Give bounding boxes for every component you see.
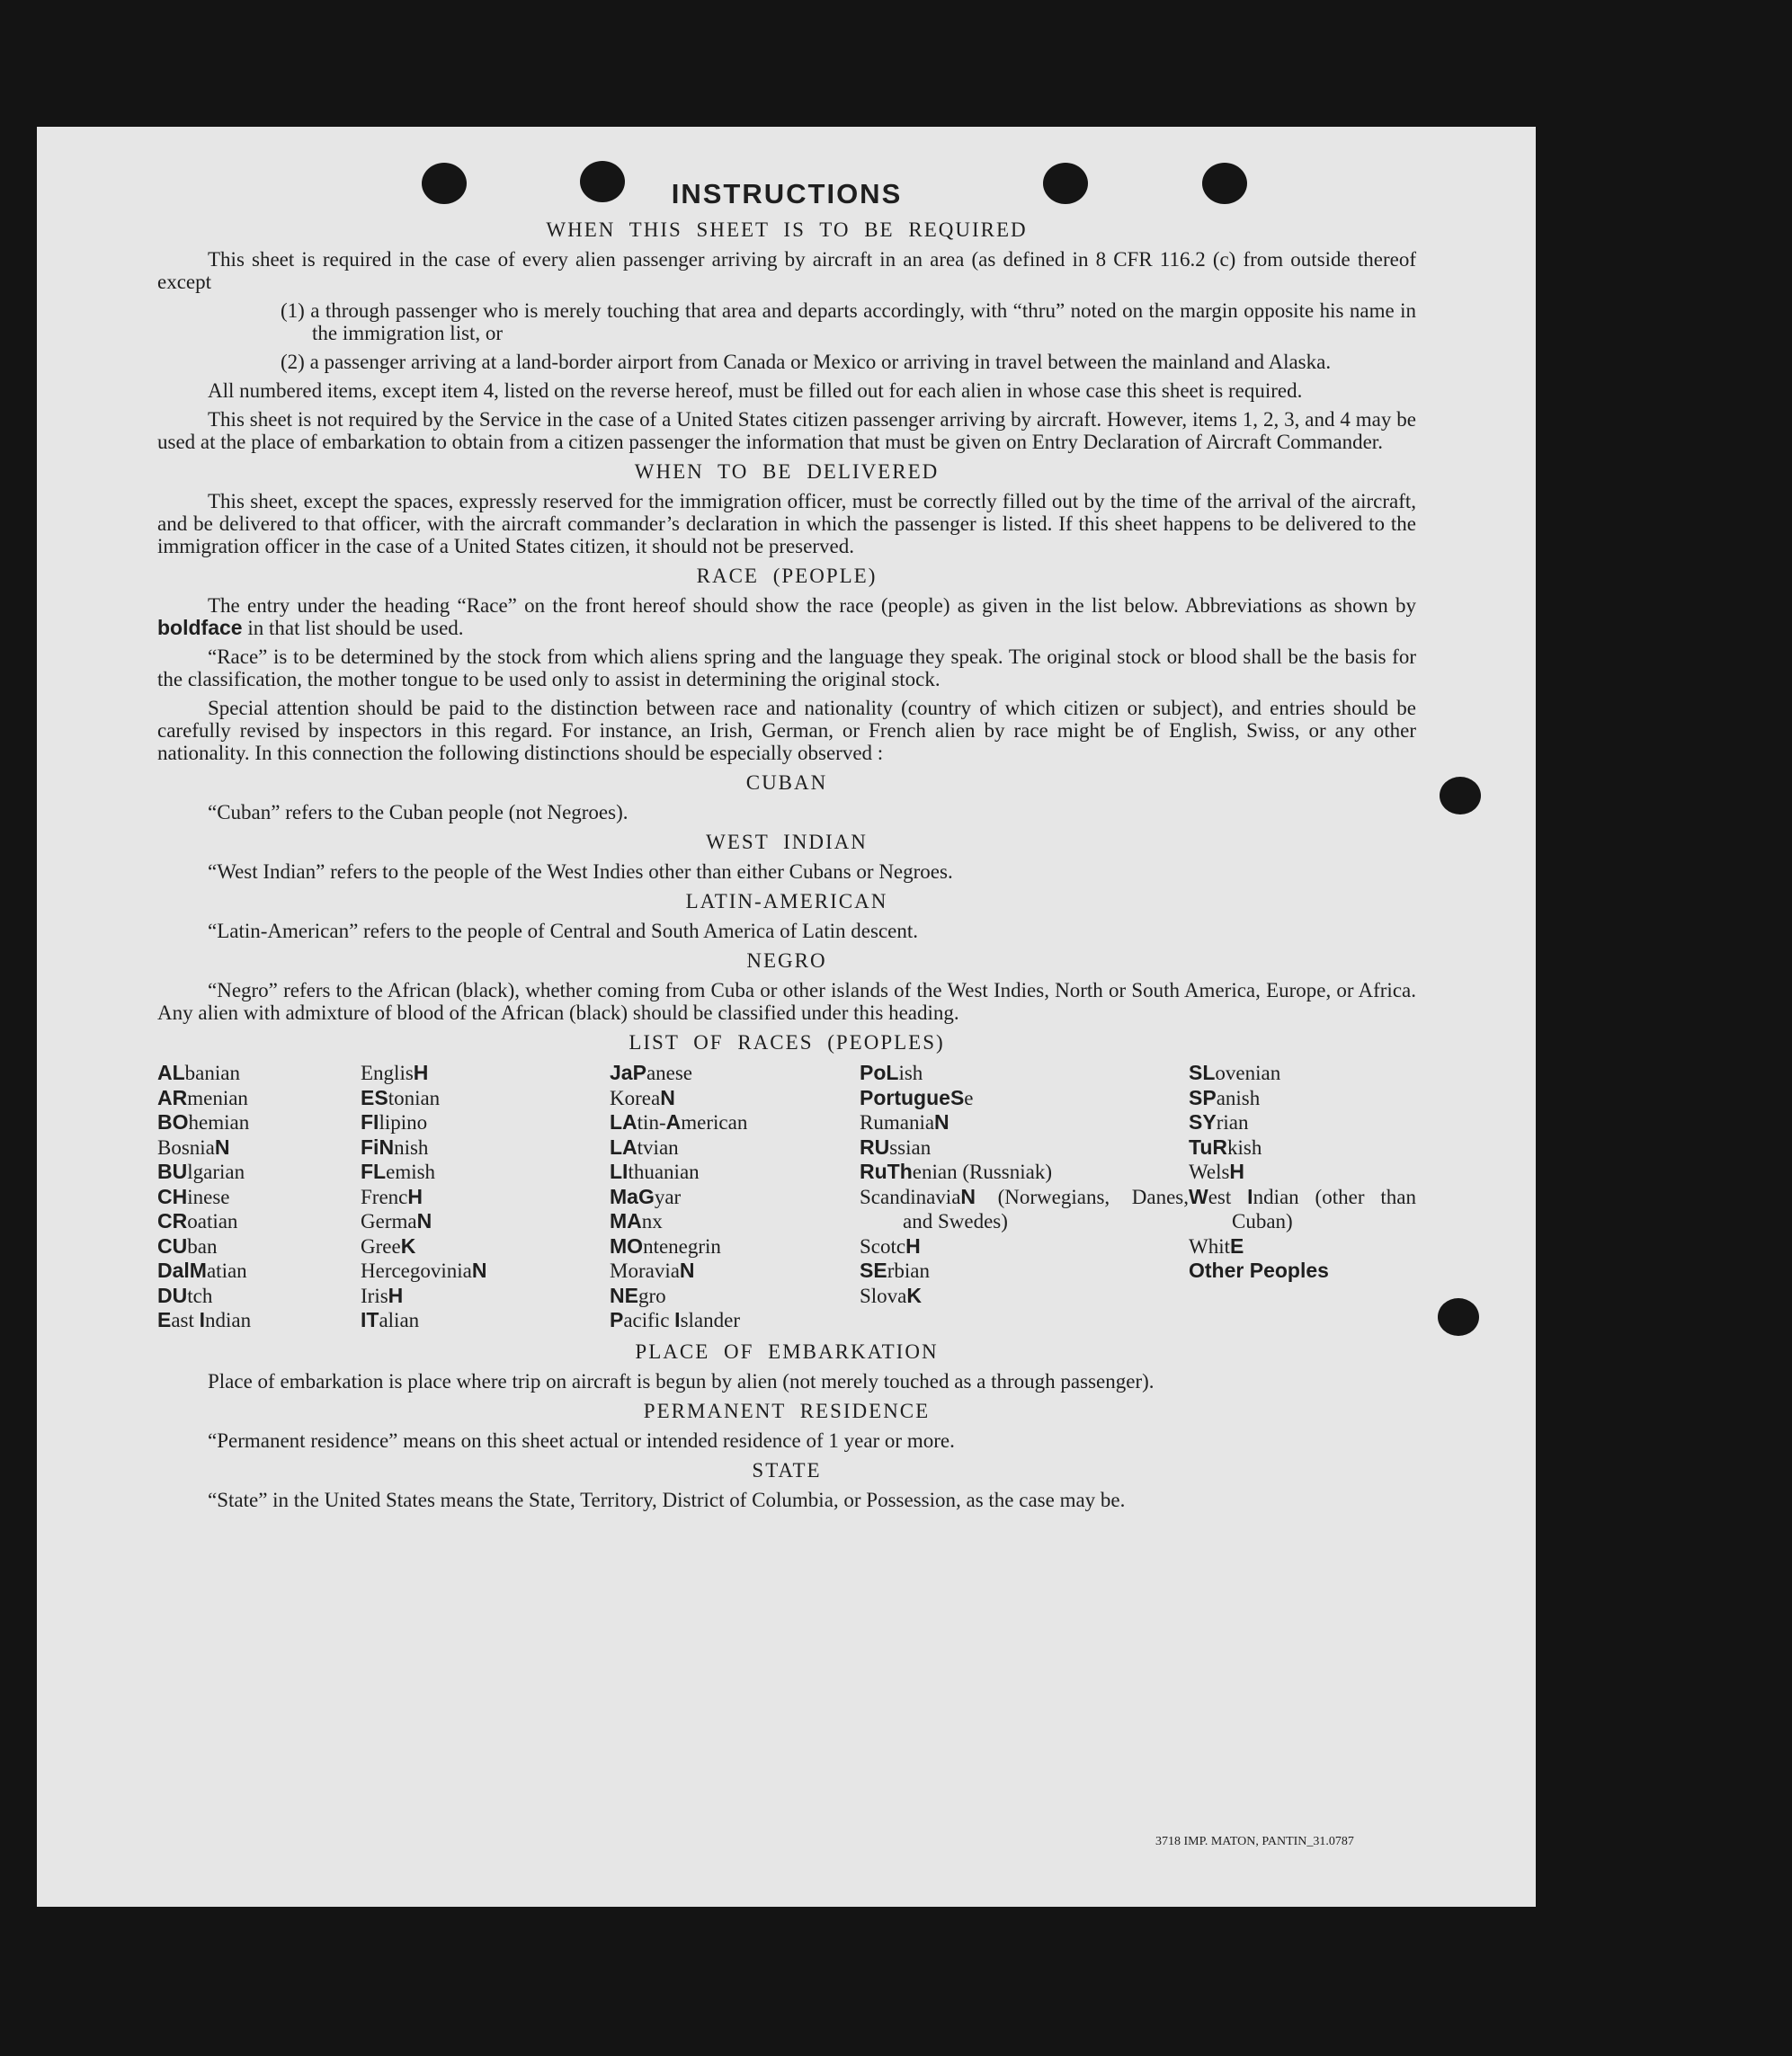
race-list-item <box>1189 1234 1416 1259</box>
race-name-text: Wels <box>1189 1161 1230 1183</box>
race-list-item <box>361 1135 610 1161</box>
race-abbreviation: MA <box>610 1209 642 1233</box>
race-name-text: ban <box>187 1234 218 1258</box>
paragraph <box>157 594 1416 639</box>
race-name-text: Rumania <box>860 1111 935 1134</box>
race-abbreviation: E <box>1230 1233 1244 1258</box>
section-heading-west-indian: WEST INDIAN <box>706 831 868 853</box>
race-list-item <box>157 1086 361 1111</box>
race-abbreviation: N <box>214 1135 230 1159</box>
race-name-text: acific <box>623 1309 675 1331</box>
race-list-item <box>361 1234 610 1259</box>
race-abbreviation: IT <box>361 1308 379 1331</box>
race-list-item <box>1189 1259 1416 1284</box>
race-name-text: Gree <box>361 1234 401 1258</box>
race-list-item <box>157 1308 361 1333</box>
race-name-text: Moravia <box>610 1259 680 1282</box>
race-list-item <box>361 1110 610 1135</box>
race-list-item <box>860 1086 1189 1111</box>
race-list-item <box>1189 1061 1416 1086</box>
document-body <box>157 179 1416 1518</box>
race-name-text: ntenegrin <box>643 1234 721 1258</box>
race-abbreviation: AL <box>157 1061 185 1084</box>
race-list-item <box>860 1110 1189 1135</box>
race-list-item <box>610 1308 860 1333</box>
text-run: in that list should be used. <box>242 617 464 639</box>
race-name-text: nx <box>641 1210 663 1233</box>
race-name-text: alian <box>379 1309 420 1331</box>
race-name-text: merican <box>681 1111 748 1134</box>
race-list-item <box>610 1110 860 1135</box>
race-list-item <box>361 1308 610 1333</box>
race-abbreviation: K <box>400 1233 416 1258</box>
paragraph: “Permanent residence” means on this sheet actual or intended residence of 1 year or more. <box>208 1429 955 1452</box>
paragraph: “Latin-American” refers to the people of Central and South America of Latin descent. <box>208 920 918 942</box>
race-list-item <box>1189 1185 1416 1234</box>
race-abbreviation: BO <box>157 1110 189 1134</box>
race-abbreviation: LA <box>610 1110 637 1134</box>
race-list-item <box>361 1160 610 1185</box>
race-name-text: emish <box>386 1161 436 1183</box>
race-abbreviation: H <box>1229 1160 1245 1183</box>
race-abbreviation: K <box>906 1283 923 1307</box>
race-abbreviation: A <box>665 1110 682 1134</box>
paragraph: Special attention should be paid to the distinction between race and nationality (country of which citizen or subject), and entries should be carefully revised by inspectors in this regard. For instance, an Irish, German, or French alien by race might be of English, Swiss, or any other nationality. In this connection the following distinctions should be especially observed : <box>157 697 1416 764</box>
race-name-text: thuanian <box>628 1161 700 1183</box>
race-abbreviation: LA <box>610 1135 637 1159</box>
race-name-text: rian <box>1216 1111 1249 1134</box>
race-list-item <box>1189 1110 1416 1135</box>
race-abbreviation: PortugueS <box>860 1085 965 1109</box>
section-heading-list-of-races: LIST OF RACES (PEOPLES) <box>629 1031 945 1054</box>
race-abbreviation: H <box>388 1283 404 1307</box>
race-abbreviation: NE <box>610 1283 638 1307</box>
paragraph: Place of embarkation is place where trip on aircraft is begun by alien (not merely touched as a through passenger). <box>208 1369 1155 1393</box>
race-abbreviation: I <box>199 1308 206 1331</box>
race-list-item <box>361 1259 610 1284</box>
race-list-item <box>157 1185 361 1210</box>
race-abbreviation: JaP <box>610 1061 646 1084</box>
race-abbreviation: W <box>1189 1184 1208 1208</box>
race-abbreviation: SE <box>860 1259 887 1282</box>
race-name-text: Scotc <box>860 1234 906 1258</box>
race-list-item <box>860 1259 1189 1284</box>
paragraph: All numbered items, except item 4, listed on the reverse hereof, must be filled out for each alien in whose case this sheet is required. <box>208 379 1303 402</box>
race-name-text: (Norwegians, Danes, and Swedes) <box>903 1185 1189 1233</box>
section-heading-when-delivered: WHEN TO BE DELIVERED <box>634 460 940 483</box>
race-list-item <box>860 1284 1189 1309</box>
list-item: (1) a through passenger who is merely touching that area and departs accordingly, with “thru” noted on the margin opposite his name in the immigration list, or <box>281 299 1416 344</box>
section-heading-residence: PERMANENT RESIDENCE <box>643 1399 931 1422</box>
race-name-text: nish <box>394 1135 429 1159</box>
race-list-item <box>157 1061 361 1086</box>
race-name-text: anish <box>1216 1086 1261 1109</box>
race-abbreviation: PoL <box>860 1061 899 1084</box>
race-name-text: yar <box>654 1185 682 1208</box>
race-list-item <box>361 1061 610 1086</box>
race-abbreviation: N <box>471 1259 487 1282</box>
race-name-text: Bosnia <box>157 1135 215 1159</box>
paragraph: “Cuban” refers to the Cuban people (not Negroes). <box>208 801 629 823</box>
race-abbreviation: RuTh <box>860 1160 913 1183</box>
race-abbreviation: BU <box>157 1160 188 1183</box>
race-name-text: tin- <box>637 1111 666 1134</box>
race-abbreviation: N <box>660 1085 675 1109</box>
section-heading-latin-american: LATIN-AMERICAN <box>685 890 888 912</box>
race-name-text: ish <box>898 1062 923 1084</box>
race-abbreviation: N <box>934 1110 949 1134</box>
race-list-item <box>610 1135 860 1161</box>
race-name-text: est <box>1208 1185 1248 1208</box>
race-list-item <box>860 1061 1189 1086</box>
race-column <box>1189 1061 1416 1333</box>
race-list-item <box>610 1259 860 1284</box>
race-name-text: Frenc <box>361 1185 408 1208</box>
bold-text: boldface <box>157 616 243 639</box>
race-name-text: Korea <box>610 1086 661 1109</box>
section-heading-state: STATE <box>752 1458 822 1482</box>
race-list-item <box>860 1160 1189 1185</box>
list-item: (2) a passenger arriving at a land-border airport from Canada or Mexico or arriving in travel between the mainland and Alaska. <box>281 351 1332 373</box>
race-list-item <box>157 1234 361 1259</box>
section-heading-when-required: WHEN THIS SHEET IS TO BE REQUIRED <box>546 218 1028 241</box>
race-abbreviation: Other Peoples <box>1189 1259 1329 1282</box>
race-name-text: menian <box>187 1086 248 1109</box>
race-name-text: enian (Russniak) <box>912 1161 1052 1183</box>
race-name-text: ssian <box>889 1135 932 1159</box>
race-list-item <box>361 1185 610 1210</box>
race-abbreviation: SL <box>1189 1061 1216 1084</box>
race-name-text: Scandinavia <box>860 1185 961 1208</box>
race-abbreviation: H <box>407 1184 423 1208</box>
race-abbreviation: M <box>189 1259 207 1282</box>
paragraph: “Negro” refers to the African (black), whether coming from Cuba or other islands of the West Indies, North or South America, Europe, or Africa. Any alien with admixture of blood of the African (black) should be classified under this heading. <box>157 979 1416 1024</box>
race-name-text: ovenian <box>1215 1062 1281 1084</box>
race-list-item <box>1189 1135 1416 1161</box>
race-name-text: lipino <box>379 1111 428 1134</box>
race-name-text: tvian <box>637 1135 679 1159</box>
race-name-text: ast <box>171 1309 200 1331</box>
race-abbreviation: RU <box>860 1135 890 1159</box>
race-abbreviation: P <box>610 1308 624 1331</box>
paragraph: This sheet, except the spaces, expressly reserved for the immigration officer, must be correctly filled out by the time of the arrival of the aircraft, and be delivered to that officer, with the aircraft commander’s declaration in which the passenger is listed. If this sheet happens to be delivered to the immigration officer in the case of a United States citizen, it should not be preserved. <box>157 490 1416 557</box>
race-column <box>361 1061 610 1333</box>
race-abbreviation: MO <box>610 1233 644 1258</box>
punch-hole <box>1440 777 1481 814</box>
race-name-text: ndian (other than Cuban) <box>1232 1185 1416 1233</box>
race-abbreviation: SP <box>1189 1085 1217 1109</box>
race-list-item <box>1189 1160 1416 1185</box>
race-abbreviation: FiN <box>361 1135 395 1159</box>
race-abbreviation: MaG <box>610 1184 655 1208</box>
race-list-item <box>361 1284 610 1309</box>
race-abbreviation: CU <box>157 1233 188 1258</box>
race-abbreviation: N <box>416 1209 432 1233</box>
race-column <box>860 1061 1189 1333</box>
race-list-item <box>157 1284 361 1309</box>
punch-hole <box>1438 1298 1479 1336</box>
race-name-text: Englis <box>361 1062 414 1084</box>
race-list-item <box>610 1086 860 1111</box>
race-abbreviation: Dal <box>157 1259 190 1282</box>
race-list-item <box>610 1061 860 1086</box>
race-abbreviation: I <box>1247 1184 1253 1208</box>
race-abbreviation: FL <box>361 1160 387 1183</box>
race-list-item <box>361 1209 610 1234</box>
race-name-text: Hercegovinia <box>361 1259 472 1282</box>
race-list-item <box>610 1185 860 1210</box>
race-name-text: oatian <box>187 1210 238 1233</box>
race-column <box>610 1061 860 1333</box>
document-page <box>37 127 1536 1907</box>
race-list-item <box>610 1209 860 1234</box>
race-list-item <box>860 1234 1189 1259</box>
race-list <box>157 1061 1416 1333</box>
race-abbreviation: SY <box>1189 1110 1217 1134</box>
race-name-text: kish <box>1227 1135 1262 1159</box>
race-abbreviation: AR <box>157 1085 188 1109</box>
paragraph: “Race” is to be determined by the stock from which aliens spring and the language they speak. The original stock or blood shall be the basis for the classification, the mother tongue to be used only to assist in determining the original stock. <box>157 645 1416 690</box>
race-name-text: Germa <box>361 1210 417 1233</box>
race-name-text: slander <box>680 1309 740 1331</box>
race-list-item <box>1189 1086 1416 1111</box>
section-heading-race: RACE (PEOPLE) <box>696 565 878 587</box>
race-abbreviation: TuR <box>1189 1135 1228 1159</box>
race-list-item <box>157 1209 361 1234</box>
printer-imprint: 3718 IMP. MATON, PANTIN_31.0787 <box>1155 1835 1354 1848</box>
race-abbreviation: FI <box>361 1110 379 1134</box>
race-list-item <box>860 1135 1189 1161</box>
race-name-text: tonian <box>388 1086 441 1109</box>
race-abbreviation: I <box>674 1308 681 1331</box>
race-name-text: e <box>964 1086 974 1109</box>
race-abbreviation: ES <box>361 1085 388 1109</box>
paragraph: This sheet is not required by the Service in the case of a United States citizen passenger arriving by aircraft. However, items 1, 2, 3, and 4 may be used at the place of embarkation to obtain from a citizen passenger the information that must be given on Entry Declaration of Aircraft Commander. <box>157 408 1416 453</box>
paragraph: “West Indian” refers to the people of the West Indies other than either Cubans or Negroes. <box>208 860 953 883</box>
race-name-text: anese <box>646 1062 693 1084</box>
race-abbreviation: H <box>413 1061 429 1084</box>
race-abbreviation: H <box>905 1233 921 1258</box>
race-name-text: lgarian <box>187 1161 245 1183</box>
race-name-text: banian <box>184 1062 240 1084</box>
race-list-item <box>157 1160 361 1185</box>
race-name-text: ndian <box>205 1309 252 1331</box>
race-abbreviation: LI <box>610 1160 629 1183</box>
race-name-text: atian <box>206 1259 247 1282</box>
section-heading-negro: NEGRO <box>746 949 827 972</box>
text-run: The entry under the heading “Race” on the front hereof should show the race (people) as given in the list below. Abbreviations as shown by <box>208 594 1416 617</box>
race-list-item <box>860 1185 1189 1234</box>
document-title: INSTRUCTIONS <box>671 178 903 209</box>
race-abbreviation: CH <box>157 1184 188 1208</box>
race-name-text: Whit <box>1189 1234 1230 1258</box>
race-name-text: Slova <box>860 1284 907 1307</box>
section-heading-cuban: CUBAN <box>745 771 828 794</box>
race-list-item <box>610 1284 860 1309</box>
race-abbreviation: N <box>960 1184 976 1208</box>
race-name-text: tch <box>187 1284 213 1307</box>
race-list-item <box>610 1234 860 1259</box>
race-name-text: Iris <box>361 1284 388 1307</box>
race-list-item <box>157 1110 361 1135</box>
race-name-text: inese <box>187 1185 230 1208</box>
race-abbreviation: CR <box>157 1209 188 1233</box>
paragraph: This sheet is required in the case of every alien passenger arriving by aircraft in an area (as defined in 8 CFR 116.2 (c) from outside thereof except <box>157 248 1416 293</box>
race-list-item <box>157 1259 361 1284</box>
section-heading-embarkation: PLACE OF EMBARKATION <box>635 1340 939 1363</box>
paragraph: “State” in the United States means the State, Territory, District of Columbia, or Possession, as the case may be. <box>208 1488 1126 1511</box>
race-name-text: rbian <box>887 1259 930 1282</box>
race-list-item <box>157 1135 361 1161</box>
race-abbreviation: DU <box>157 1283 188 1307</box>
race-name-text: gro <box>637 1284 666 1307</box>
race-list-item <box>610 1160 860 1185</box>
race-list-item <box>361 1086 610 1111</box>
race-abbreviation: N <box>679 1259 695 1282</box>
race-column <box>157 1061 361 1333</box>
race-abbreviation: E <box>157 1308 172 1331</box>
race-name-text: hemian <box>188 1111 250 1134</box>
